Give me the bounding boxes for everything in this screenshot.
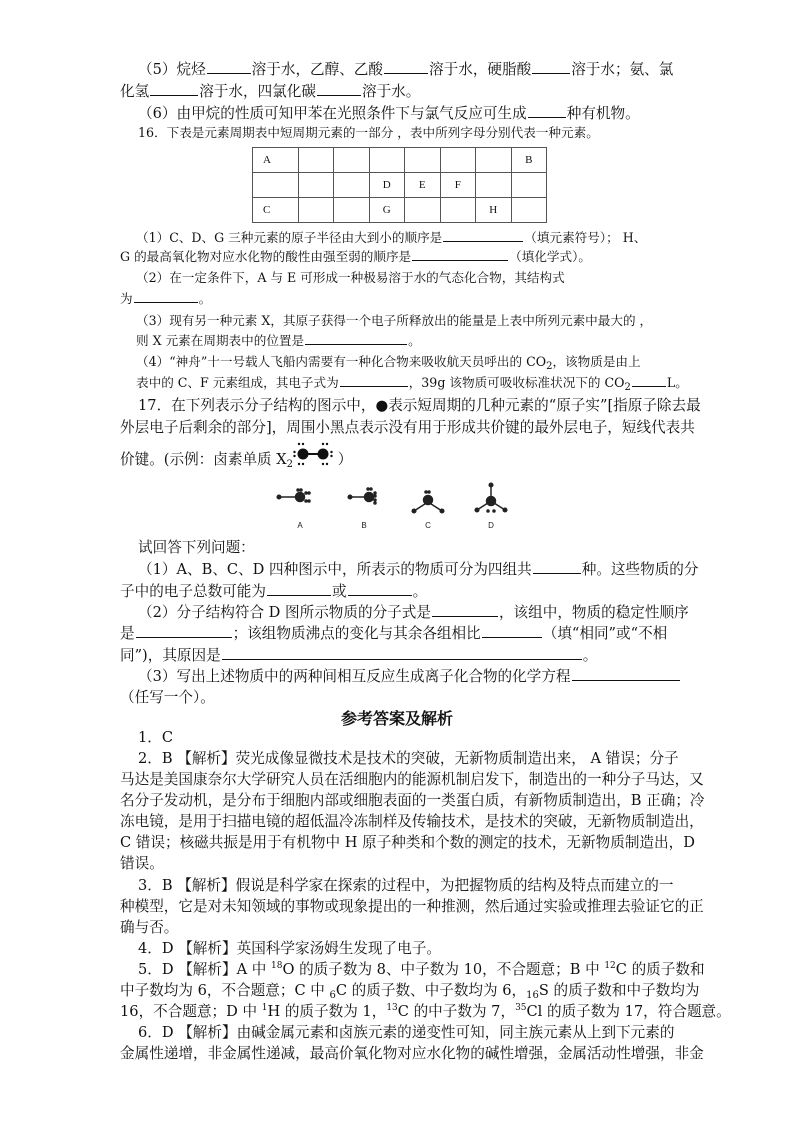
blank xyxy=(632,374,666,387)
blank xyxy=(317,81,361,96)
answer-5-line3: 16，不合题意；D 中 $^1$H 的质子数为 1，$^{13}$C 的中子数为 7，$^{35}$Cl 的质子数为 17，符合题意。 xyxy=(120,1003,731,1020)
blank xyxy=(482,623,542,638)
answer-3-line: 确与否。 xyxy=(120,919,179,936)
q16-p4-line1: （4）“神舟”十一号载人飞船内需要有一种化合物来吸收航天员呼出的 $CO_2$，该物质是由上 xyxy=(136,354,641,372)
blank xyxy=(267,581,331,596)
periodic-table xyxy=(252,147,547,223)
q17-s2-line1: （2）分子结构符合 D 图所示物质的分子式是 ，该组中，物质的稳定性顺序 xyxy=(138,604,689,621)
molecule-label-c: C xyxy=(425,521,431,530)
blank xyxy=(443,229,523,242)
table-cell xyxy=(476,173,512,198)
table-cell: E xyxy=(405,173,441,198)
q15-5-line2: 化氢 溶于水，四氯化碳 溶于水。 xyxy=(120,83,421,100)
blank xyxy=(528,103,566,118)
q17-s1-line1: （1）A、B、C、D 四种图示中，所表示的物质可分为四组共 种。这些物质的分 xyxy=(138,561,699,578)
answer-3-line: 种模型，它是对未知领域的事物或现象提出的一种推测，然后通过实验或推理去验证它的正 xyxy=(120,898,704,915)
q17-line3: 价键。(示例：卤素单质 $X_2$ ） xyxy=(120,451,353,470)
table-cell xyxy=(440,198,476,223)
q17-s3-line1: （3）写出上述物质中的两种间相互反应生成离子化合物的化学方程 xyxy=(138,666,681,687)
q16-p3-line2: 则 X 元素在周期表中的位置是 。 xyxy=(136,333,421,348)
molecule-label-a: A xyxy=(297,521,303,530)
answer-1: 1．C xyxy=(138,729,174,746)
q16-p4-line2: 表中的 C、F 元素组成，其电子式为 ，39g 该物质可吸收标准状况下的 $CO_2$ L。 xyxy=(136,375,688,393)
answer-2-line: 2．B 【解析】荧光成像显微技术是技术的突破，无新物质制造出来， A 错误；分子 xyxy=(138,750,679,767)
table-cell: D xyxy=(369,173,405,198)
table-cell xyxy=(369,148,405,173)
table-cell: A xyxy=(253,148,299,173)
table-cell xyxy=(476,148,512,173)
blank xyxy=(222,645,582,660)
blank xyxy=(340,374,408,387)
table-cell xyxy=(405,148,441,173)
table-cell xyxy=(253,173,299,198)
table-cell xyxy=(298,173,334,198)
answer-6-line: 金属性递增，非金属性递减，最高价氧化物对应水化物的碱性增强，金属活动性增强，非金 xyxy=(120,1045,704,1062)
blank xyxy=(305,332,407,345)
blank xyxy=(432,602,498,617)
answer-5-line1: 5．D 【解析】A 中 $^{18}$O 的质子数为 8、中子数为 10，不合题意；B 中 $^{12}$C 的质子数和 xyxy=(138,961,705,978)
table-cell xyxy=(334,173,370,198)
q17-s2-line3: 同”)，其原因是 。 xyxy=(120,647,598,664)
blank xyxy=(532,59,570,74)
molecule-diagrams xyxy=(272,480,512,532)
table-row xyxy=(253,148,547,173)
table-cell xyxy=(334,148,370,173)
blank xyxy=(136,623,232,638)
table-cell: C xyxy=(253,198,299,223)
q16-p2-line2: 为 。 xyxy=(120,291,212,306)
answer-2-line: 冻电镜，是用于扫描电镜的超低温冷冻制样及传输技术，是技术的突破，无新物质制造出， xyxy=(120,813,704,830)
table-cell xyxy=(511,173,547,198)
blank xyxy=(348,581,412,596)
answer-2-line: 错误。 xyxy=(120,855,164,872)
halogen-molecule-example-diagram xyxy=(293,441,333,467)
table-cell: H xyxy=(476,198,512,223)
blank xyxy=(134,290,198,303)
molecule-label-b: B xyxy=(361,521,367,530)
q17-s2-line2: 是 ；该组物质沸点的变化与其余各组相比 （填“相同”或“不相 xyxy=(120,625,668,642)
q17-ask: 试回答下列问题： xyxy=(138,539,255,556)
blank xyxy=(384,59,428,74)
answer-4: 4．D 【解析】英国科学家汤姆生发现了电子。 xyxy=(138,940,441,957)
table-cell xyxy=(298,148,334,173)
q16-p3-line1: （3）现有另一种元素 X，其原子获得一个电子所释放出的能量是上表中所列元素中最大的 ， xyxy=(136,313,653,328)
table-cell xyxy=(405,198,441,223)
table-row xyxy=(253,173,547,198)
table-row xyxy=(253,198,547,223)
q17-s1-line2: 子中的电子总数可能为 或 。 xyxy=(120,583,428,600)
blank xyxy=(572,666,680,681)
blank xyxy=(207,59,251,74)
answer-2-line: C 错误；核磁共振是用于有机物中 H 原子种类和个数的测定的技术，无新物质制造出，D xyxy=(120,834,695,851)
q15-6-line: （6）由甲烷的性质可知甲苯在光照条件下与氯气反应可生成 种有机物。 xyxy=(138,105,640,122)
q16-p2-line1: （2）在一定条件下，A 与 E 可形成一种极易溶于水的气态化合物，其结构式 xyxy=(136,270,565,285)
q16-p1-line1: （1）C、D、G 三种元素的原子半径由大到小的顺序是 （填元素符号）； H、 xyxy=(136,230,647,245)
answer-2-line: 名分子发动机，是分布于细胞内部或细胞表面的一类蛋白质，有新物质制造出，B 正确；冷 xyxy=(120,792,705,809)
answer-5-line2: 中子数均为 6，不合题意；C 中 $_6$C 的质子数、中子数均为 6，$_{16}$S 的质子数和中子数均为 xyxy=(120,982,700,1001)
molecule-label-d: D xyxy=(488,521,494,530)
q17-line2: 外层电子后剩余的部分]，周围小黑点表示没有用于形成共价键的最外层电子，短线代表共 xyxy=(120,419,695,436)
q15-5-line1: （5）烷烃 溶于水，乙醇、乙酸 溶于水，硬脂酸 溶于水；氨、氯 xyxy=(138,61,674,78)
answers-heading: 参考答案及解析 xyxy=(340,709,453,728)
table-cell xyxy=(334,198,370,223)
answer-3-line: 3．B 【解析】假说是科学家在探索的过程中，为把握物质的结构及特点而建立的一 xyxy=(138,877,674,894)
table-cell xyxy=(511,198,547,223)
answer-6-line: 6．D 【解析】由碱金属元素和卤族元素的递变性可知，同主族元素从上到下元素的 xyxy=(138,1024,675,1041)
blank xyxy=(150,81,198,96)
q17-line1: 17．在下列表示分子结构的图示中，●表示短周期的几种元素的“原子实”[指原子除去最 xyxy=(138,397,701,414)
blank xyxy=(533,559,581,574)
q16-p1-line2: G 的最高氧化物对应水化物的酸性由强至弱的顺序是 （填化学式）。 xyxy=(120,249,591,264)
table-cell xyxy=(440,148,476,173)
answer-2-line: 马达是美国康奈尔大学研究人员在活细胞内的能源机制启发下，制造出的一种分子马达，又 xyxy=(120,771,704,788)
q17-s3-line2: （任写一个）。 xyxy=(120,689,215,706)
table-cell: B xyxy=(511,148,547,173)
q16-title: 16．下表是元素周期表中短周期元素的一部分 ，表中所列字母分别代表一种元素。 xyxy=(138,125,599,140)
table-cell xyxy=(298,198,334,223)
blank xyxy=(412,248,508,261)
table-cell: F xyxy=(440,173,476,198)
table-cell: G xyxy=(369,198,405,223)
